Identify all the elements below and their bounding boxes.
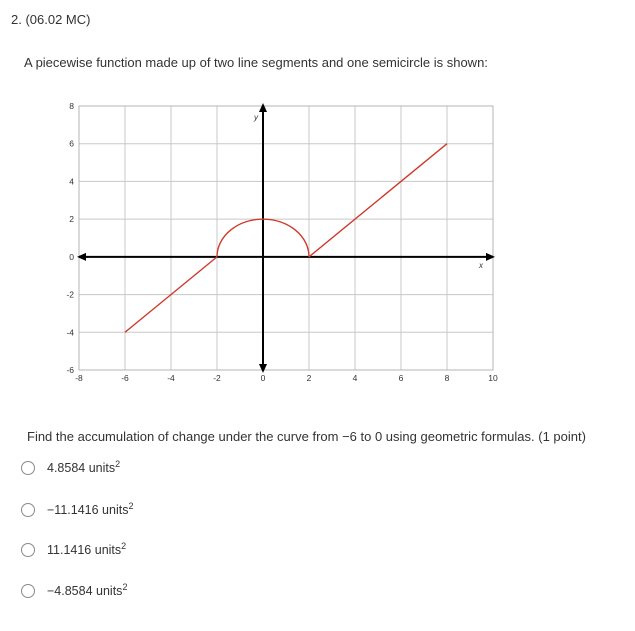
x-axis-label: x (479, 260, 483, 270)
y-tick-label: -2 (66, 289, 74, 300)
x-tick-label: 4 (352, 373, 358, 383)
x-axis-arrow-left (77, 253, 86, 261)
plot-border (79, 106, 493, 370)
y-axis-arrow-up (259, 103, 267, 112)
grid-lines (79, 106, 493, 370)
radio-button-c[interactable] (21, 543, 35, 557)
radio-button-b[interactable] (21, 503, 35, 517)
x-tick-label: 6 (398, 373, 404, 383)
x-tick-label: 0 (260, 373, 266, 383)
y-tick-label: 8 (69, 101, 74, 111)
x-tick-label: 8 (444, 373, 450, 383)
choice-label-c (47, 540, 127, 557)
x-axis-arrow-right (486, 253, 495, 261)
x-tick-label: 10 (488, 373, 498, 383)
x-tick-label: -6 (121, 373, 129, 383)
question-number: 2. (06.02 MC) (11, 12, 91, 27)
function-graph (40, 96, 510, 396)
y-tick-label: 6 (69, 138, 74, 149)
answer-choice-b[interactable] (21, 500, 134, 517)
radio-button-a[interactable] (21, 461, 35, 475)
question-text: Find the accumulation of change under the curve from −6 to 0 using geometric formulas. (1 point) (27, 429, 586, 444)
choice-exponent-a: 2 (115, 458, 121, 469)
choice-unit-c: units (94, 543, 122, 557)
line-segment-3 (309, 144, 447, 257)
choice-label-a (47, 458, 121, 475)
choice-value-b: −11.1416 (47, 503, 99, 517)
choice-value-d: −4.8584 (47, 584, 93, 598)
choice-exponent-c: 2 (121, 540, 127, 551)
x-tick-label: -8 (75, 373, 83, 383)
choice-unit-a: units (88, 461, 116, 475)
answer-choice-a[interactable] (21, 458, 121, 475)
choice-label-b (47, 500, 134, 517)
x-tick-label: -4 (167, 373, 175, 383)
choice-label-d (47, 581, 128, 598)
answer-choice-c[interactable] (21, 540, 127, 557)
choice-value-c: 11.1416 (47, 543, 92, 557)
x-tick-label: -2 (213, 373, 221, 383)
choice-value-a: 4.8584 (47, 461, 86, 475)
y-tick-label: 4 (69, 176, 74, 187)
choice-unit-d: units (96, 584, 123, 598)
radio-button-d[interactable] (21, 584, 35, 598)
y-axis-label: y (254, 113, 258, 122)
question-prompt: A piecewise function made up of two line segments and one semicircle is shown: (24, 55, 488, 70)
answer-choice-d[interactable] (21, 581, 128, 598)
x-tick-label: 2 (306, 373, 312, 383)
y-axis-arrow-down (259, 364, 267, 373)
choice-unit-b: units (102, 503, 129, 517)
choice-exponent-b: 2 (128, 500, 134, 511)
y-tick-label: -6 (66, 365, 74, 375)
y-tick-label: -4 (66, 327, 74, 338)
y-tick-label: 0 (69, 251, 74, 262)
y-tick-label: 2 (69, 214, 74, 225)
choice-exponent-d: 2 (122, 581, 128, 592)
